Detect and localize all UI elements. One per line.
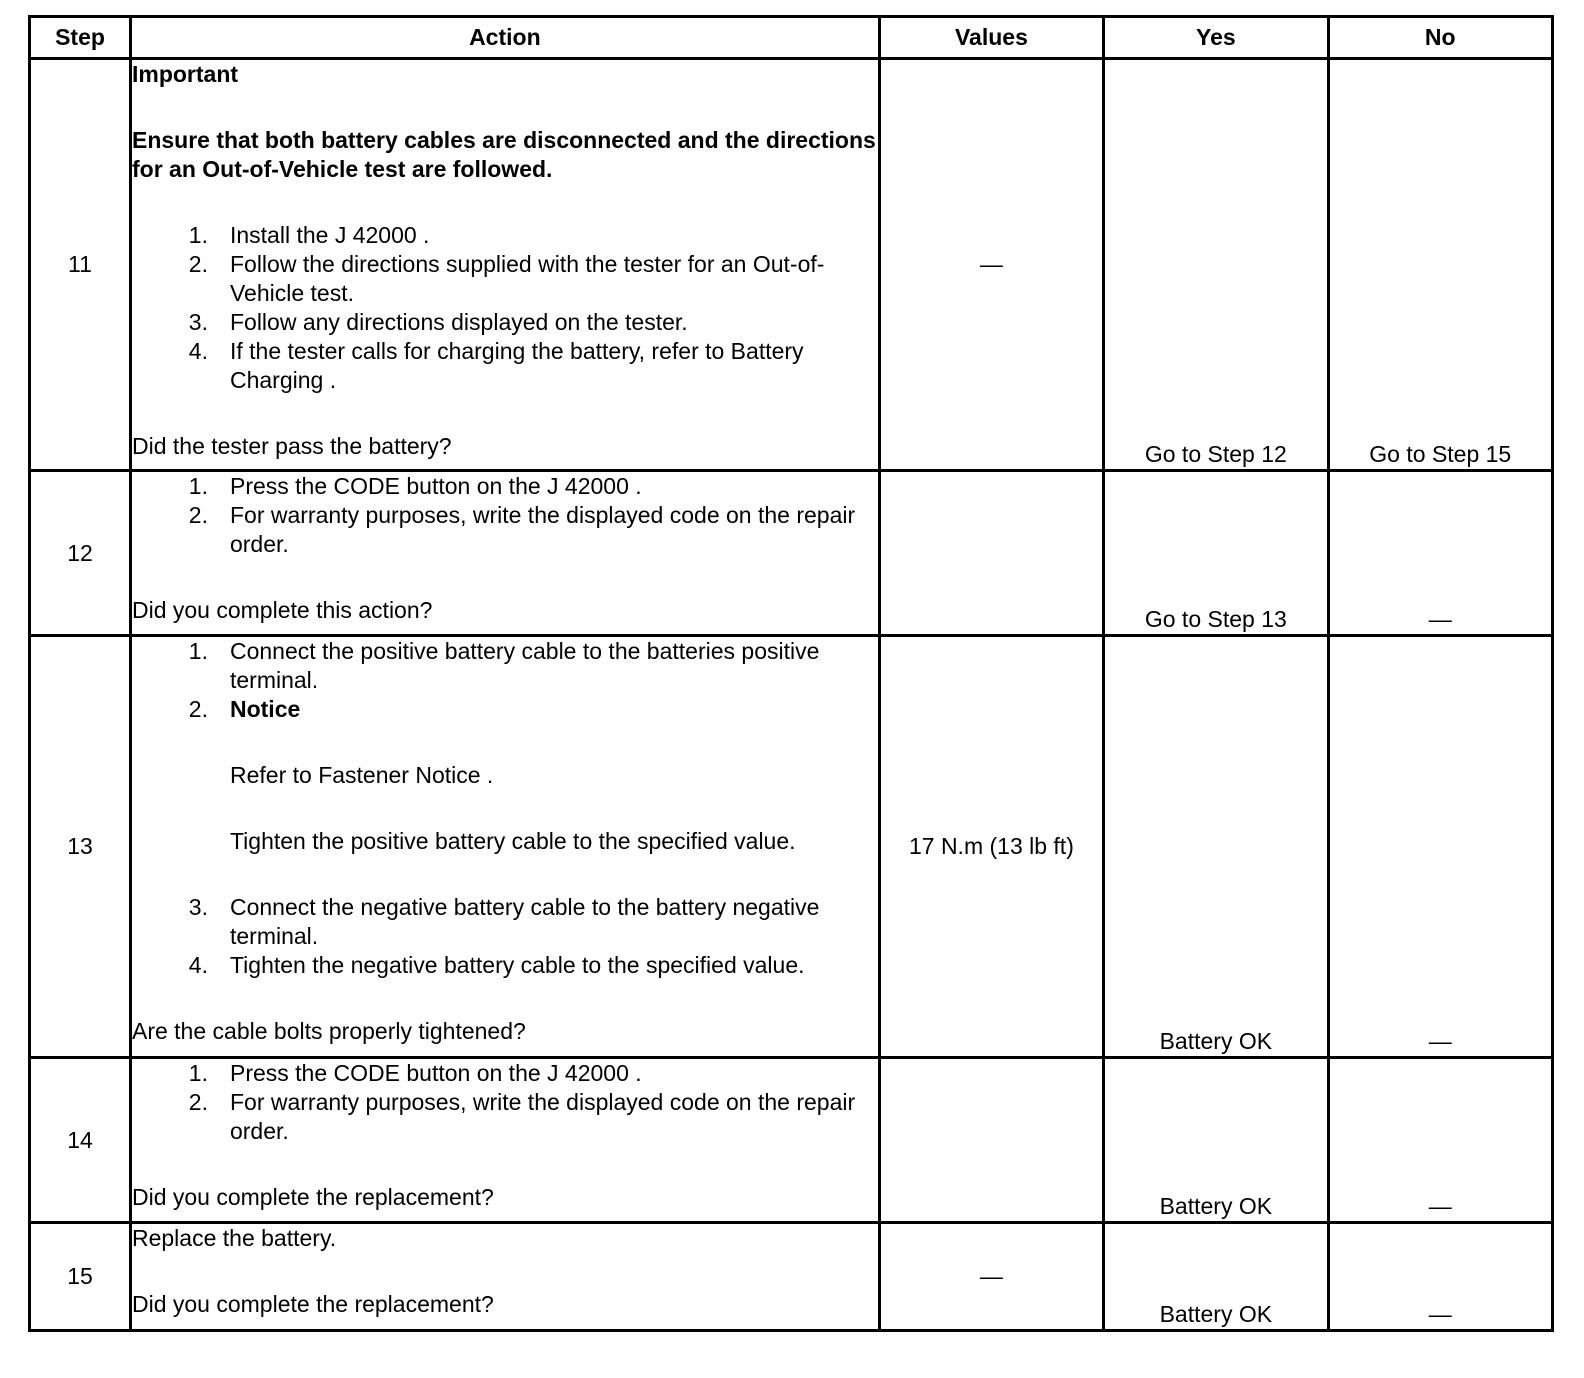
- table-row: [30, 471, 1553, 636]
- list-number: 4.: [188, 952, 208, 978]
- list-item: [132, 637, 878, 695]
- header-no: No: [1328, 17, 1552, 59]
- list-text: For warranty purposes, write the displayed code on the repair order.: [229, 1089, 856, 1144]
- action-cell: [130, 59, 879, 471]
- list-item: [132, 472, 878, 501]
- step-number: 14: [30, 1058, 131, 1223]
- diagnostic-table: [28, 15, 1554, 1332]
- list-item: [132, 893, 878, 951]
- procedure-list: [132, 637, 878, 724]
- header-row: [30, 17, 1553, 59]
- question-text: Did you complete the replacement?: [131, 1291, 494, 1317]
- no-cell: Go to Step 15: [1328, 59, 1552, 471]
- header-action: Action: [130, 17, 879, 59]
- step-number: 12: [30, 471, 131, 636]
- yes-cell: Go to Step 13: [1104, 471, 1328, 636]
- list-text: Install the J 42000 .: [229, 222, 430, 248]
- procedure-list: [132, 221, 878, 395]
- no-cell: —: [1328, 636, 1552, 1058]
- list-text: Press the CODE button on the J 42000 .: [229, 473, 642, 499]
- action-text: Replace the battery.: [131, 1225, 337, 1251]
- action-cell: [130, 1058, 879, 1223]
- list-number: 3.: [188, 309, 208, 335]
- list-item: [132, 308, 878, 337]
- step-number: 11: [30, 59, 131, 471]
- list-number: 1.: [188, 222, 208, 248]
- no-cell: —: [1328, 1058, 1552, 1223]
- no-cell: —: [1328, 1223, 1552, 1331]
- header-yes: Yes: [1104, 17, 1328, 59]
- list-text: Connect the negative battery cable to the battery negative terminal.: [229, 894, 820, 949]
- list-text: Press the CODE button on the J 42000 .: [229, 1060, 642, 1086]
- values-cell: [879, 1058, 1103, 1223]
- header-step: Step: [30, 17, 131, 59]
- list-text: If the tester calls for charging the battery, refer to Battery Charging .: [229, 338, 804, 393]
- list-number: 1.: [188, 638, 208, 664]
- important-text: Ensure that both battery cables are disconnected and the directions for an Out-of-Vehicle test are followed.: [131, 127, 876, 182]
- list-item: [132, 501, 878, 559]
- header-values: Values: [879, 17, 1103, 59]
- values-cell: 17 N.m (13 lb ft): [879, 636, 1103, 1058]
- table-row: [30, 1223, 1553, 1331]
- question-text: Did you complete this action?: [131, 597, 433, 623]
- yes-cell: Battery OK: [1104, 636, 1328, 1058]
- list-number: 4.: [188, 338, 208, 364]
- table-row: [30, 1058, 1553, 1223]
- table-row: [30, 59, 1553, 471]
- list-item: [132, 951, 878, 980]
- list-item: [132, 1088, 878, 1146]
- action-cell: [130, 636, 879, 1058]
- important-title: Important: [131, 61, 239, 87]
- list-text: For warranty purposes, write the displayed code on the repair order.: [229, 502, 856, 557]
- yes-cell: Battery OK: [1104, 1223, 1328, 1331]
- notice-title: Notice: [229, 696, 301, 722]
- list-number: 2.: [188, 502, 208, 528]
- list-number: 1.: [188, 473, 208, 499]
- yes-cell: Go to Step 12: [1104, 59, 1328, 471]
- procedure-list: [132, 893, 878, 980]
- table-row: [30, 636, 1553, 1058]
- notice-reference: Refer to Fastener Notice .: [229, 762, 494, 788]
- step-number: 15: [30, 1223, 131, 1331]
- no-cell: —: [1328, 471, 1552, 636]
- list-number: 2.: [188, 251, 208, 277]
- list-number: 2.: [188, 696, 208, 722]
- list-item: [132, 250, 878, 308]
- list-number: 2.: [188, 1089, 208, 1115]
- action-cell: [130, 471, 879, 636]
- procedure-list: [132, 1059, 878, 1146]
- question-text: Are the cable bolts properly tightened?: [131, 1018, 526, 1044]
- values-cell: [879, 471, 1103, 636]
- list-text: Follow the directions supplied with the tester for an Out-of-Vehicle test.: [229, 251, 825, 306]
- list-number: 1.: [188, 1060, 208, 1086]
- list-item: [132, 695, 878, 724]
- procedure-list: [132, 472, 878, 559]
- action-cell: [130, 1223, 879, 1331]
- list-item: [132, 337, 878, 395]
- list-text: Connect the positive battery cable to the batteries positive terminal.: [229, 638, 820, 693]
- step-number: 13: [30, 636, 131, 1058]
- list-item: [132, 1059, 878, 1088]
- list-text: Follow any directions displayed on the tester.: [229, 309, 688, 335]
- values-cell: —: [879, 59, 1103, 471]
- list-number: 3.: [188, 894, 208, 920]
- values-cell: —: [879, 1223, 1103, 1331]
- tighten-instruction: Tighten the positive battery cable to the specified value.: [229, 828, 796, 854]
- question-text: Did the tester pass the battery?: [131, 433, 452, 459]
- question-text: Did you complete the replacement?: [131, 1184, 494, 1210]
- list-text: Tighten the negative battery cable to the specified value.: [229, 952, 805, 978]
- yes-cell: Battery OK: [1104, 1058, 1328, 1223]
- list-item: [132, 221, 878, 250]
